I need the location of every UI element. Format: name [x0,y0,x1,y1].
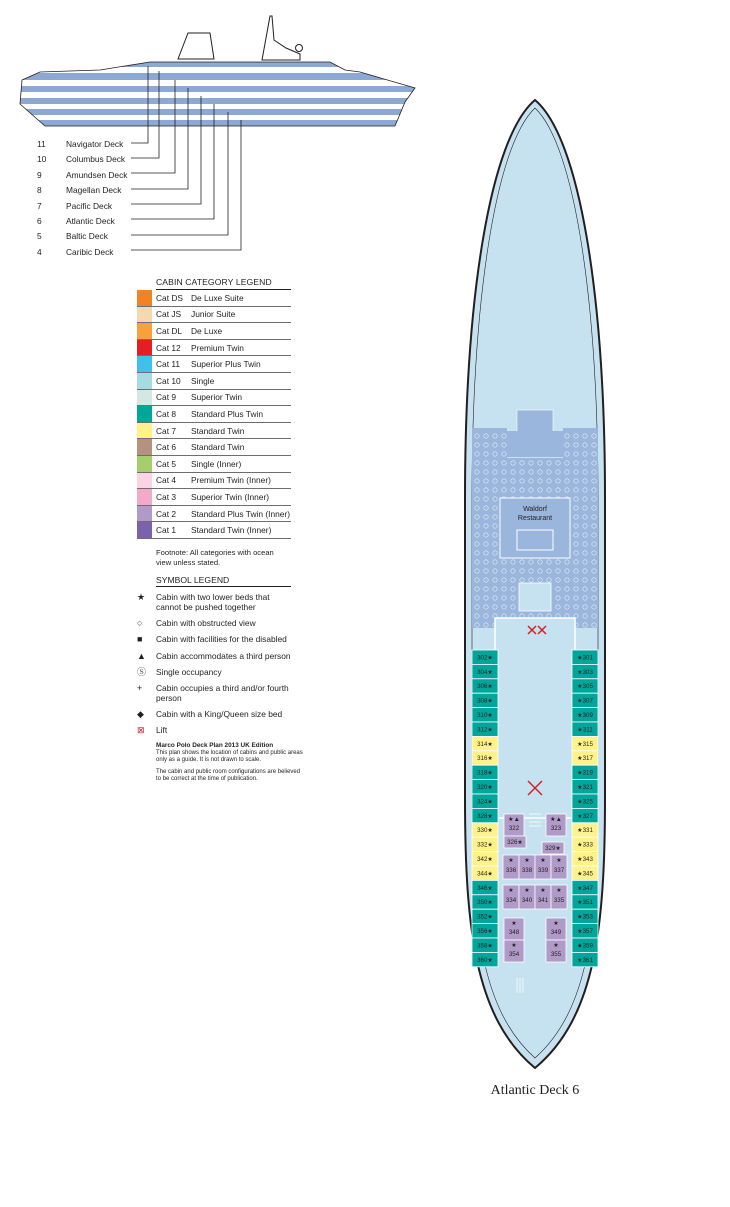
cabin-number: ★327 [577,812,593,820]
category-code: Cat 1 [156,525,177,536]
cabin-number: ★351 [577,899,593,907]
single-occupancy-icon: Ⓢ [137,666,147,677]
category-swatch [137,406,152,422]
cabin-number: ★301 [577,654,593,662]
cabin-number: ★345 [577,870,593,878]
cabin-number: 323 [550,825,562,832]
deck-row [37,214,127,229]
category-row [137,340,291,357]
cabin-symbol: ★ [540,887,546,894]
edition-notes [156,742,306,784]
category-swatch [137,323,152,339]
deck-number: 8 [37,185,42,196]
category-code: Cat 10 [156,375,181,386]
waldorf-restaurant [472,410,598,628]
legend-footnote: Footnote: All categories with ocean view unless stated. [156,547,274,567]
cabin-number: 335 [553,897,565,904]
cabin-number: 358★ [477,942,493,950]
cabin-number: ★331 [577,827,593,835]
cabin-symbol: ★ [524,887,530,894]
deck-number: 4 [37,246,42,257]
category-code: Cat 11 [156,359,181,370]
deck-row [37,229,127,244]
circle-icon: ○ [137,618,143,629]
symbol-row [137,618,297,628]
cabin-symbol: ★ [508,887,514,894]
category-swatch [137,439,152,455]
symbol-row [137,634,297,644]
category-code: Cat 5 [156,458,177,469]
category-name: De Luxe [191,325,223,336]
cabin-symbol: ★ [540,857,546,864]
symbol-row [137,709,297,719]
cabin-number: 354 [508,951,520,958]
cabin-number: 360★ [477,956,493,964]
category-row [137,439,291,456]
cabin-number: 324★ [477,798,493,806]
restaurant-top-box [517,410,553,432]
deck-name: Amundsen Deck [66,169,128,180]
cabin-number: 330★ [477,827,493,835]
cabin-number: ★333 [577,841,593,849]
category-name: Superior Twin (Inner) [191,491,270,502]
cabin-symbol: ★ [553,942,559,949]
cabin-number: 349 [550,929,562,936]
edition-title: Marco Polo Deck Plan 2013 UK Edition [156,741,274,749]
symbol-row [137,651,297,661]
cabin-number: ★361 [577,956,593,964]
symbol-text: Single occupancy [156,666,222,677]
category-row [137,406,291,423]
deck-name: Columbus Deck [66,154,126,165]
cabin-number: 342★ [477,856,493,863]
square-icon: ■ [137,634,143,645]
symbol-text: Cabin accommodates a third person [156,650,291,661]
legend-title: CABIN CATEGORY LEGEND [156,276,291,290]
deck-number: 9 [37,169,42,180]
category-row [137,307,291,324]
deck-number: 11 [37,139,46,149]
category-name: Junior Suite [191,309,236,320]
cabin-number: ★317 [577,755,593,763]
category-name: Standard Twin (Inner) [191,525,272,536]
cabin-number: 339 [537,867,549,874]
symbol-text: Cabin with two lower beds that cannot be pushed together [156,592,270,613]
category-swatch [137,473,152,489]
cabin-number: 312★ [477,726,493,734]
cabin-number: 352★ [477,913,493,921]
category-name: Superior Plus Twin [191,359,261,370]
category-row [137,473,291,490]
category-row [137,489,291,506]
symbol-row [137,725,297,735]
restaurant-stair-block [519,583,551,611]
cabin-symbol: ★ [511,942,517,949]
symbol-list [137,592,297,735]
cabin-number: 308★ [477,697,493,705]
cabin-number: 346★ [477,884,493,892]
category-swatch [137,356,152,372]
category-swatch [137,506,152,522]
cabin-number: ★359 [577,942,593,950]
deck-row [37,199,127,214]
category-row [137,373,291,390]
radar-dome [296,45,303,52]
category-swatch [137,390,152,406]
category-code: Cat 7 [156,425,177,436]
deck-number: 5 [37,231,42,242]
category-row [137,456,291,473]
cabin-number: 344★ [477,870,493,878]
cabin-symbol: ★ [556,857,562,864]
deck-row [37,168,127,183]
cabin-number: 338 [521,867,533,874]
edition-text: The cabin and public room configurations are believed to be correct at the time of publication. [156,769,301,783]
category-row [137,323,291,340]
deck-name: Atlantic Deck [66,215,115,226]
plus-icon: + [137,683,143,694]
category-swatch [137,423,152,439]
lift-icon: ⊠ [137,725,145,736]
cabin-symbol: ★ [508,857,514,864]
symbol-row [137,592,297,612]
cabin-number: ★347 [577,884,593,892]
category-name: Premium Twin (Inner) [191,475,271,486]
cabin-number: 334 [505,897,517,904]
symbol-legend-title: SYMBOL LEGEND [156,574,291,587]
symbol-text: Cabin with obstructed view [156,618,256,629]
funnel [178,33,214,59]
deck-number: 6 [37,215,42,226]
cabin-number: 355 [550,951,562,958]
symbol-text: Lift [156,725,168,736]
cabin-number: 356★ [477,928,493,935]
hull-stripes [0,60,420,130]
category-name: Single [191,375,215,386]
cabin-number: 322 [508,825,520,832]
category-row [137,290,291,307]
cabin-number: ★309 [577,712,593,719]
deck-list [37,137,127,260]
cabin-number: ★353 [577,913,593,921]
category-swatch [137,340,152,356]
cabin-number: ★315 [577,740,593,748]
cabin-number: 336 [505,867,517,874]
cabin-number: 314★ [477,740,493,748]
deck-row [37,183,127,198]
category-code: Cat 9 [156,392,177,403]
cabin-number: 340 [521,897,533,904]
category-swatch [137,307,152,323]
deck-name: Magellan Deck [66,185,122,196]
cabin-category-legend [137,276,303,788]
category-name: Premium Twin [191,342,244,353]
cabin-symbol: ★▲ [508,816,520,823]
cabin-number: 350★ [477,899,493,907]
cabin-number: ★325 [577,798,593,806]
restaurant-name-line2: Restaurant [517,515,553,522]
cabin-number: 318★ [477,769,493,777]
category-row [137,506,291,523]
cabin-number: 341 [537,897,549,904]
deck-plan-map [455,98,615,1078]
cabin-number: ★307 [577,697,593,705]
restaurant-upper-bay [507,431,563,457]
category-name: Superior Twin [191,392,243,403]
cabin-number: ★305 [577,683,593,691]
category-row [137,356,291,373]
category-list [137,290,291,539]
cabin-number: 328★ [477,812,493,820]
category-name: Standard Plus Twin (Inner) [191,508,290,519]
deck-number: 10 [37,154,47,165]
cabin-number: 316★ [477,755,493,763]
category-code: Cat DL [156,325,183,336]
symbol-text: Cabin with facilities for the disabled [156,634,287,645]
deck-row [37,137,127,152]
category-swatch [137,522,152,538]
category-name: Standard Twin [191,442,245,453]
cabin-symbol: ★▲ [550,816,562,823]
cabin-symbol: ★ [511,920,517,927]
cabin-number: ★311 [577,726,593,734]
category-code: Cat DS [156,292,183,303]
deck-name: Baltic Deck [66,231,108,242]
cabin-symbol: 326★ [507,839,523,846]
cabin-number: ★303 [577,668,593,676]
deck-row [37,152,127,167]
deck-name: Pacific Deck [66,200,113,211]
symbol-text: Cabin with a King/Queen size bed [156,709,283,720]
cabin-number: 302★ [477,654,493,662]
category-name: Single (Inner) [191,458,242,469]
category-code: Cat 8 [156,408,177,419]
category-code: Cat JS [156,309,182,320]
category-swatch [137,373,152,389]
symbol-row [137,683,297,703]
category-code: Cat 2 [156,508,177,519]
cabin-symbol: 329★ [545,845,561,852]
cabin-number: ★357 [577,928,593,935]
diamond-icon: ◆ [137,709,144,720]
category-name: Standard Plus Twin [191,408,264,419]
deck-row [37,245,127,260]
cabin-symbol: ★ [524,857,530,864]
category-name: De Luxe Suite [191,292,244,303]
cabin-number: 337 [553,867,565,874]
category-name: Standard Twin [191,425,245,436]
category-swatch [137,290,152,306]
category-code: Cat 3 [156,491,177,502]
category-code: Cat 12 [156,342,181,353]
deck-number: 7 [37,200,42,211]
category-row [137,423,291,440]
cabin-number: 320★ [477,784,493,791]
deck-name: Navigator Deck [66,139,124,149]
cabin-number: 304★ [477,668,493,676]
category-code: Cat 6 [156,442,177,453]
category-row [137,390,291,407]
cabin-symbol: ★ [556,887,562,894]
cabin-number: ★319 [577,769,593,777]
edition-text: This plan shows the location of cabins and public areas only as a guide. It is not drawn to scale. [156,749,303,763]
cabin-number: 348 [508,929,520,936]
triangle-icon: ▲ [137,650,146,661]
symbol-text: Cabin occupies a third and/or fourth person [156,683,289,704]
cabin-number: ★321 [577,784,593,791]
category-swatch [137,489,152,505]
category-row [137,522,291,539]
deck-plan-caption: Atlantic Deck 6 [490,1083,580,1098]
asterisk-icon: ★ [137,592,146,603]
category-swatch [137,456,152,472]
restaurant-name: Waldorf [523,506,547,513]
symbol-row [137,667,297,677]
mast [262,16,300,60]
category-code: Cat 4 [156,475,177,486]
cabin-symbol: ★ [553,920,559,927]
cabin-number: ★343 [577,856,593,863]
cabin-number: 306★ [477,683,493,691]
cabin-number: 332★ [477,841,493,849]
deck-name: Caribic Deck [66,246,114,257]
cabin-number: 310★ [477,712,493,719]
